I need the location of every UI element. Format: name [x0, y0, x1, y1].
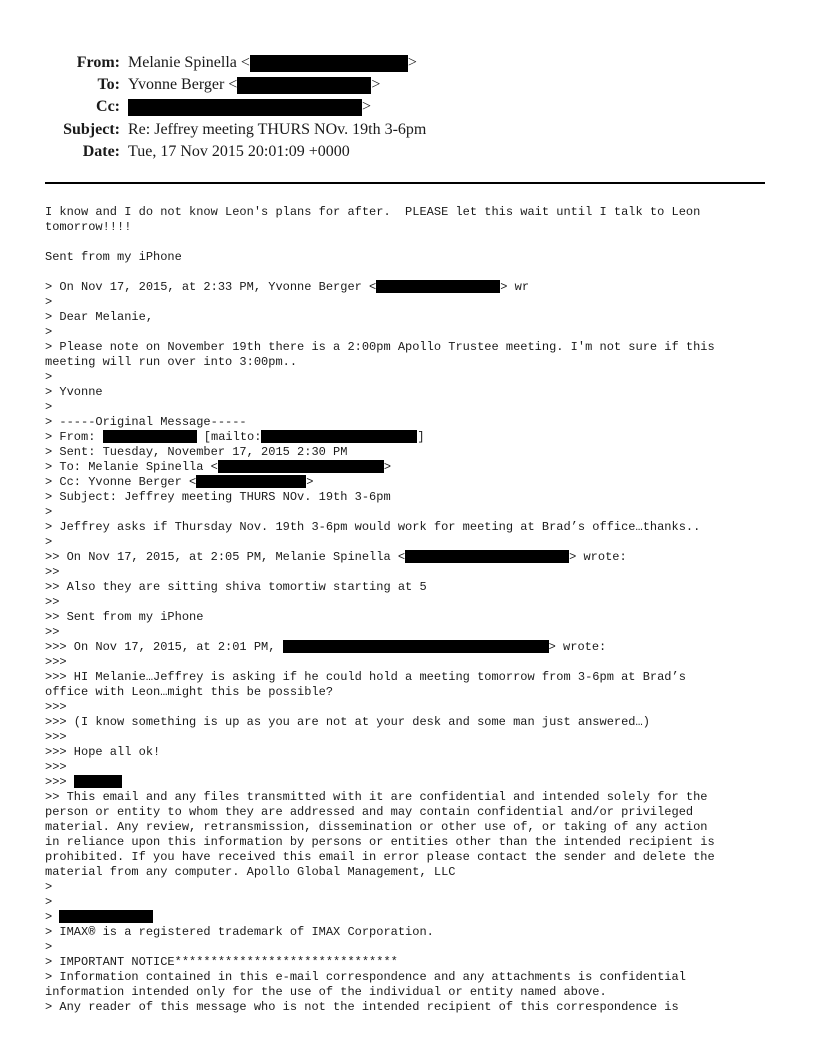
- to-name: Yvonne Berger <: [128, 76, 238, 93]
- body-text: > wr: [500, 280, 530, 294]
- body-text: > On Nov 17, 2015, at 2:33 PM, Yvonne Berger <: [45, 280, 377, 294]
- body-line: > Dear Melanie,: [45, 310, 154, 324]
- body-text: > To: Melanie Spinella <: [45, 460, 218, 474]
- cc-value: [128, 97, 371, 117]
- from-close: >: [407, 54, 417, 71]
- body-line: >: [45, 880, 53, 894]
- body-line: material from any computer. Apollo Global Management, LLC: [45, 865, 456, 879]
- body-line: >: [45, 535, 53, 549]
- body-line: material. Any review, retransmission, dissemination or other use of, or taking of any action: [45, 820, 708, 834]
- body-line: >: [45, 940, 53, 954]
- redacted-signature: [59, 910, 153, 923]
- body-line: > IMAX® is a registered trademark of IMAX Corporation.: [45, 925, 434, 939]
- body-line: >> Also they are sitting shiva tomortiw starting at 5: [45, 580, 427, 594]
- body-line: person or entity to whom they are addressed and may contain confidential and/or privileged: [45, 805, 694, 819]
- subject-value: Re: Jeffrey meeting THURS NOv. 19th 3-6pm: [128, 121, 427, 138]
- body-line: >> Sent from my iPhone: [45, 610, 204, 624]
- body-line: >: [45, 400, 53, 414]
- body-text: >: [45, 910, 60, 924]
- body-text: > wrote:: [569, 550, 627, 564]
- redacted-email: [405, 550, 569, 563]
- body-line: >>: [45, 565, 60, 579]
- redacted-signature: [74, 775, 122, 788]
- body-text: > Cc: Yvonne Berger <: [45, 475, 197, 489]
- redacted-email: [261, 430, 417, 443]
- body-line: >>> (I know something is up as you are not at your desk and some man just answered…): [45, 715, 650, 729]
- body-line: Sent from my iPhone: [45, 250, 182, 264]
- body-text: >: [306, 475, 314, 489]
- redacted-email: [218, 460, 384, 473]
- body-text: ]: [417, 430, 425, 444]
- body-line: > Subject: Jeffrey meeting THURS NOv. 19th 3-6pm: [45, 490, 391, 504]
- body-line: > Jeffrey asks if Thursday Nov. 19th 3-6pm would work for meeting at Brad’s office…thanks..: [45, 520, 701, 534]
- body-text: [mailto:: [196, 430, 262, 444]
- spacer: [45, 265, 785, 280]
- body-text: >> On Nov 17, 2015, at 2:05 PM, Melanie Spinella <: [45, 550, 406, 564]
- email-body: [45, 205, 785, 1015]
- body-line: > Any reader of this message who is not the intended recipient of this correspondence is: [45, 1000, 679, 1014]
- from-name: Melanie Spinella <: [128, 54, 250, 71]
- body-line: tomorrow!!!!: [45, 220, 132, 234]
- body-line: [45, 775, 785, 790]
- subject-label: Subject:: [63, 121, 120, 138]
- body-line: > Please note on November 19th there is a 2:00pm Apollo Trustee meeting. I'm not sure if this: [45, 340, 715, 354]
- from-value: [128, 53, 417, 73]
- redacted-name: [103, 430, 197, 443]
- date-label: Date:: [82, 143, 120, 160]
- body-line: in reliance upon this information by persons or entities other than the intended recipient is: [45, 835, 715, 849]
- body-line: >>>: [45, 655, 67, 669]
- body-line: >: [45, 325, 53, 339]
- body-line: >>>: [45, 700, 67, 714]
- body-line: [45, 460, 785, 475]
- spacer: [45, 235, 785, 250]
- body-line: >>>: [45, 760, 67, 774]
- body-line: >>>: [45, 730, 67, 744]
- body-line: >>: [45, 595, 60, 609]
- to-label: To:: [97, 76, 120, 93]
- body-line: > IMPORTANT NOTICE*******************************: [45, 955, 398, 969]
- body-text: >>>: [45, 775, 74, 789]
- from-label: From:: [76, 54, 120, 71]
- body-text: > From:: [45, 430, 103, 444]
- to-value: [128, 75, 380, 95]
- body-line: prohibited. If you have received this email in error please contact the sender and delete the: [45, 850, 715, 864]
- body-line: > Information contained in this e-mail correspondence and any attachments is confidential: [45, 970, 686, 984]
- cc-close: >: [362, 98, 372, 115]
- body-line: I know and I do not know Leon's plans for after. PLEASE let this wait until I talk to Leon: [45, 205, 701, 219]
- body-line: information intended only for the use of the individual or entity named above.: [45, 985, 607, 999]
- body-line: [45, 550, 785, 565]
- header-divider: [45, 182, 765, 184]
- body-line: >>: [45, 625, 60, 639]
- redacted-email: [250, 55, 408, 72]
- body-line: office with Leon…might this be possible?: [45, 685, 334, 699]
- body-text: >: [383, 460, 392, 474]
- redacted-sender: [283, 640, 549, 653]
- body-line: meeting will run over into 3:00pm..: [45, 355, 298, 369]
- redacted-email: [376, 280, 500, 293]
- body-line: >: [45, 295, 53, 309]
- body-text: >>> On Nov 17, 2015, at 2:01 PM,: [45, 640, 283, 654]
- body-line: > Sent: Tuesday, November 17, 2015 2:30 PM: [45, 445, 348, 459]
- body-line: >: [45, 895, 53, 909]
- body-line: >: [45, 370, 53, 384]
- body-line: >>> HI Melanie…Jeffrey is asking if he could hold a meeting tomorrow from 3-6pm at Brad’s: [45, 670, 686, 684]
- body-line: >>> Hope all ok!: [45, 745, 161, 759]
- redacted-email: [196, 475, 306, 488]
- body-line: [45, 475, 785, 490]
- date-value: Tue, 17 Nov 2015 20:01:09 +0000: [128, 143, 350, 160]
- to-close: >: [371, 76, 381, 93]
- body-line: [45, 910, 785, 925]
- body-line: [45, 430, 785, 445]
- body-line: [45, 640, 785, 655]
- body-text: > wrote:: [548, 640, 607, 654]
- cc-label: Cc:: [96, 98, 120, 115]
- body-line: > Yvonne: [45, 385, 103, 399]
- body-line: >: [45, 505, 53, 519]
- body-line: [45, 280, 785, 295]
- body-line: >> This email and any files transmitted with it are confidential and intended solely for the: [45, 790, 708, 804]
- body-line: > -----Original Message-----: [45, 415, 247, 429]
- redacted-email: [237, 77, 371, 94]
- redacted-email: [128, 99, 362, 116]
